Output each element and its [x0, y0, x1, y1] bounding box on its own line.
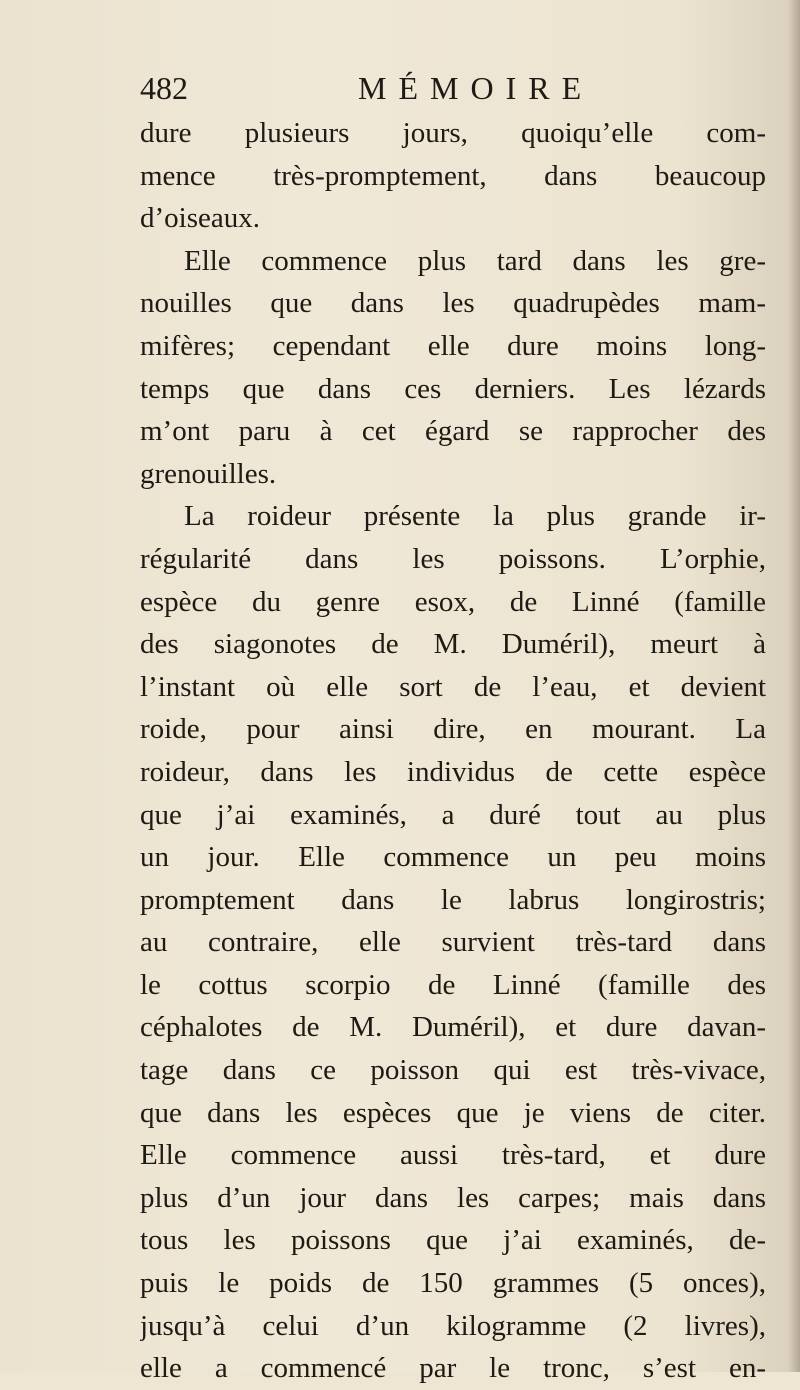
text-line: m’ont paru à cet égard se rapprocher des — [140, 415, 766, 448]
text-line: roide, pour ainsi dire, en mourant. La — [140, 713, 766, 746]
text-line: céphalotes de M. Duméril), et dure davan- — [140, 1011, 766, 1044]
text-line: Elle commence plus tard dans les gre- — [184, 244, 766, 277]
text-line: La roideur présente la plus grande ir- — [184, 500, 766, 533]
text-line: Elle commence aussi très-tard, et dure — [140, 1139, 766, 1172]
text-line: des siagonotes de M. Duméril), meurt à — [140, 628, 766, 661]
text-line: temps que dans ces derniers. Les lézards — [140, 372, 766, 405]
text-line: mifères; cependant elle dure moins long- — [140, 329, 766, 362]
text-line: promptement dans le labrus longirostris; — [140, 883, 766, 916]
page-number: 482 — [140, 70, 188, 106]
page-header — [140, 70, 770, 114]
text-line: régularité dans les poissons. L’orphie, — [140, 542, 766, 575]
text-line: mence très-promptement, dans beaucoup — [140, 159, 766, 192]
text-line: plus d’un jour dans les carpes; mais dans — [140, 1181, 766, 1214]
page-edge-shadow — [788, 0, 800, 1372]
text-line: au contraire, elle survient très-tard dans — [140, 926, 766, 959]
text-line: roideur, dans les individus de cette espèce — [140, 755, 766, 788]
text-line: tage dans ce poisson qui est très-vivace, — [140, 1054, 766, 1087]
text-line: d’oiseaux. — [140, 202, 260, 235]
text-line: grenouilles. — [140, 457, 277, 490]
body-text — [140, 112, 766, 1390]
text-line: que j’ai examinés, a duré tout au plus — [140, 798, 766, 831]
text-line: tous les poissons que j’ai examinés, de- — [140, 1224, 766, 1257]
text-line: jusqu’à celui d’un kilogramme (2 livres), — [140, 1309, 766, 1342]
text-line: que dans les espèces que je viens de citer. — [140, 1096, 766, 1129]
text-line: elle a commencé par le tronc, s’est en- — [140, 1352, 766, 1385]
running-title: MÉMOIRE — [358, 70, 594, 106]
text-line: puis le poids de 150 grammes (5 onces), — [140, 1267, 766, 1300]
text-line: un jour. Elle commence un peu moins — [140, 841, 766, 874]
text-line: espèce du genre esox, de Linné (famille — [140, 585, 766, 618]
text-line: l’instant où elle sort de l’eau, et devient — [140, 670, 766, 703]
text-line: dure plusieurs jours, quoiqu’elle com- — [140, 117, 766, 149]
text-line: le cottus scorpio de Linné (famille des — [140, 968, 766, 1001]
text-line: nouilles que dans les quadrupèdes mam- — [140, 287, 766, 320]
